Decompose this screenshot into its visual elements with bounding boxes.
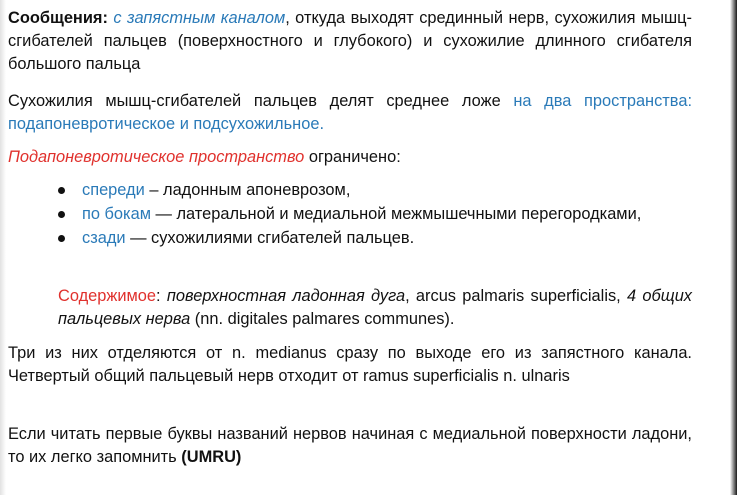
communications-paragraph	[8, 7, 692, 76]
bullet-icon	[58, 187, 65, 194]
contents-colon: :	[156, 287, 167, 305]
list-item	[58, 227, 692, 250]
mnemonic-paragraph	[8, 423, 692, 469]
list-item-term: спереди	[82, 181, 145, 199]
list-item-text: — сухожилиями сгибателей пальцев.	[125, 229, 415, 247]
two-spaces-text: на два пространства: подапоневротическое и подсухожильное.	[8, 92, 693, 133]
mnemonic-text: Если читать первые буквы названий нервов начиная с медиальной поверхности ладони, то их легко запомнить	[8, 425, 692, 466]
boundaries-list	[58, 179, 692, 251]
carpal-canal-link-text: с запястным каналом	[113, 9, 286, 27]
bounded-text: ограничено:	[304, 148, 401, 166]
tendons-text: Сухожилия мышц-сгибателей пальцев делят среднее ложе	[8, 92, 514, 110]
list-item	[58, 203, 692, 226]
list-item-text: – ладонным апоневрозом,	[144, 181, 351, 199]
digital-nerves-text: 4 общих пальцевых нерва	[58, 287, 693, 328]
communications-text: , откуда выходят срединный нерв, сухожилия мышц-сгибателей пальцев (поверхностного и глубокого) и сухожилие длинного сгибателя большого пальца	[8, 9, 692, 73]
contents-paragraph	[58, 285, 692, 331]
list-item-text: — латеральной и медиальной межмышечными перегородками,	[150, 205, 642, 223]
subaponeurotic-space-paragraph	[8, 146, 692, 169]
median-nerve-text: Три из них отделяются от n. medianus сразу по выходе его из запястного канала. Четвертый общий пальцевый нерв отходит от ramus superficialis n. ulnaris	[8, 344, 692, 385]
contents-term: Содержимое	[58, 287, 157, 305]
palmar-arch-text: поверхностная ладонная дуга	[166, 287, 406, 305]
left-page-shadow	[0, 0, 6, 495]
bullet-icon	[58, 235, 65, 242]
subaponeurotic-space-term: Подапоневротическое пространство	[8, 148, 305, 166]
mnemonic-acronym: (UMRU)	[181, 448, 242, 466]
list-item-term: сзади	[82, 229, 126, 247]
arcus-text: , arcus palmaris superficialis,	[405, 287, 627, 305]
bullet-icon	[58, 211, 65, 218]
right-page-edge	[730, 0, 737, 495]
median-nerve-paragraph	[8, 342, 692, 388]
list-item	[58, 179, 692, 202]
latin-nerves-text: (nn. digitales palmares communes).	[190, 310, 455, 328]
tendons-paragraph	[8, 90, 692, 136]
communications-heading: Сообщения:	[8, 9, 108, 27]
list-item-term: по бокам	[82, 205, 151, 223]
